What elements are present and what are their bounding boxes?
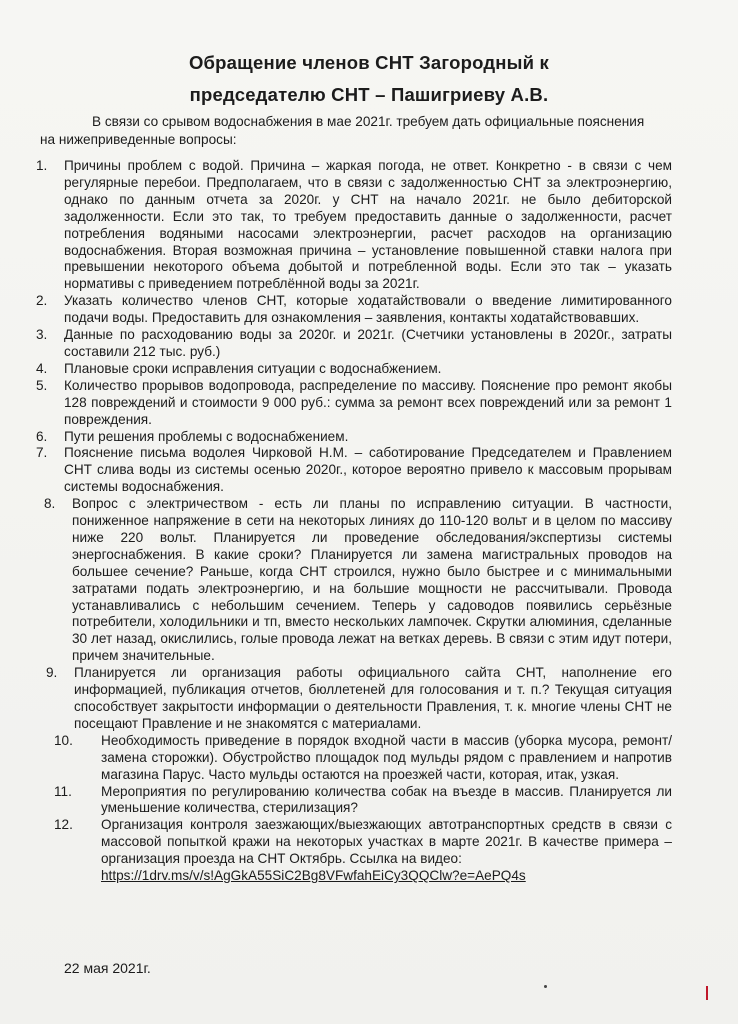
item-number: 7. [36, 445, 48, 461]
item-number: 1. [36, 158, 48, 173]
item-text: Мероприятия по регулированию количества собак на въезде в массив. Планируется ли уменьшение количества, стерилизация? [101, 783, 672, 816]
item-number: 8. [44, 496, 56, 512]
list-item [46, 733, 672, 784]
list-item [32, 361, 672, 378]
item-number: 11. [54, 783, 72, 799]
item-number: 6. [36, 428, 48, 444]
list-item [32, 378, 672, 429]
item-number: 10. [54, 732, 73, 748]
intro-line-2: на нижеприведенные вопросы: [40, 132, 237, 147]
list-item [32, 158, 672, 293]
item-text: Количество прорывов водопровода, распределение по массиву. Пояснение про ремонт якобы 128 повреждений и стоимости 9 000 руб.: сумма за ремонт всех повреждений или за ремонт 1 повреждения. [64, 377, 672, 427]
video-link[interactable]: https://1drv.ms/v/s!AgGkA55SiC2Bg8VFwfahEiCy3QQClw?e=AePQ4s [101, 868, 526, 884]
stray-mark [544, 985, 547, 988]
item-text: Указать количество членов СНТ, которые ходатайствовали о введение лимитированного подачи воды. Предоставить для ознакомления – заявления, контакты ходатайствовавших. [64, 293, 672, 326]
item-text: Пути решения проблемы с водоснабжением. [64, 428, 349, 444]
item-number: 12. [54, 817, 73, 833]
item-text: Вопрос с электричеством - есть ли планы по исправлению ситуации. В частности, пониженное напряжение в сети на некоторых линиях до 110-120 вольт и в целом по массиву ниже 220 вольт. Планируется ли проведение обследования/экспертизы системы энергоснабжения. В какие сроки? Планируется ли замена магистральных проводов на большее сечение? Раньше, когда СНТ строился, нужно было быстрее и с минимальными затратами подать электроэнергию, и на большие мощности не рассчитывали. Провода устанавливались с небольшим сечением. Теперь у садоводов появились серьёзные потребители, холодильники и тп, вместо нескольких лампочек. Скрутки алюминия, сделанные 30 лет назад, окислились, голые провода лежат на ветках деревь. В связи с этим идут потери, причем значительные. [72, 496, 672, 664]
item-number: 2. [36, 293, 48, 309]
intro-text-1: В связи со срывом водоснабжения в мае 2021г. требуем дать официальные пояснения [92, 114, 645, 129]
item-number: 4. [36, 360, 48, 376]
document-title-line-1: Обращение членов СНТ Загородный к [188, 52, 550, 73]
item-number: 9. [46, 665, 58, 681]
list-item [40, 496, 672, 665]
item-text: Данные по расходованию воды за 2020г. и 2021г. (Счетчики установлены в 2020г., затраты составили 212 тыс. руб.) [64, 327, 672, 359]
list-item [46, 817, 672, 885]
item-text: Планируется ли организация работы официального сайта СНТ, наполнение его информацией, публикация отчетов, бюллетеней для голосования и т. п.? Текущая ситуация способствует закрытости информации о деятельности Правления, т. к. многие члены СНТ не посещают Правление и не знакомятся с материалами. [74, 665, 672, 731]
document-title-line-2: председателю СНТ – Пашигриеву А.В. [189, 84, 549, 105]
item-text: Плановые сроки исправления ситуации с водоснабжением. [64, 360, 442, 376]
item-text: Организация контроля заезжающих/выезжающих автотранспортных средств в связи с массовой попыткой кражи на некоторых участках в марте 2021г. В качестве примера – организация проезда на СНТ Октябрь. Ссылка на видео: [101, 817, 672, 867]
item-number: 5. [36, 377, 48, 393]
list-item [32, 429, 672, 446]
intro-paragraph [40, 113, 665, 149]
list-item [46, 784, 672, 818]
item-text: Необходимость приведение в порядок входной части в массив (уборка мусора, ремонт/замена сторожки). Обустройство площадок под мульды рядом с правлением и напротив магазина Парус. Часто мульды остаются на проезжей части, которая, итак, узкая. [101, 732, 672, 782]
item-text: Причины проблем с водой. Причина – жаркая погода, не ответ. Конкретно - в связи с чем регулярные перебои. Предполагаем, что в связи с задолженностью СНТ за электроэнергию, однако по данным отчета за 2020г. у СНТ на начало 2021г. не было дебиторской задолженности. Если это так, то требуем предоставить данные о задолженности, расчет потребления водяными насосами электроэнергии, расчет расходов на организацию водоснабжения. Вторая возможная причина – установление повышенной ставки налога при превышении некоторого объема добытой и потребленной воды. Если это так – указать нормативы с приведением потреблённой воды за 2021г. [64, 158, 672, 292]
list-item [42, 665, 672, 733]
list-item [32, 445, 672, 496]
item-number: 3. [36, 327, 48, 343]
item-text: Пояснение письма водолея Чирковой Н.М. – саботирование Председателем и Правлением СНТ слива воды из системы осенью 2020г., которое вероятно привело к массовым прорывам системы водоснабжения. [64, 445, 672, 495]
question-list [32, 158, 672, 885]
intro-line-1 [40, 113, 665, 131]
list-item [32, 327, 672, 361]
document-date: 22 мая 2021г. [64, 960, 151, 976]
red-pen-mark [706, 986, 708, 1000]
list-item [32, 293, 672, 327]
